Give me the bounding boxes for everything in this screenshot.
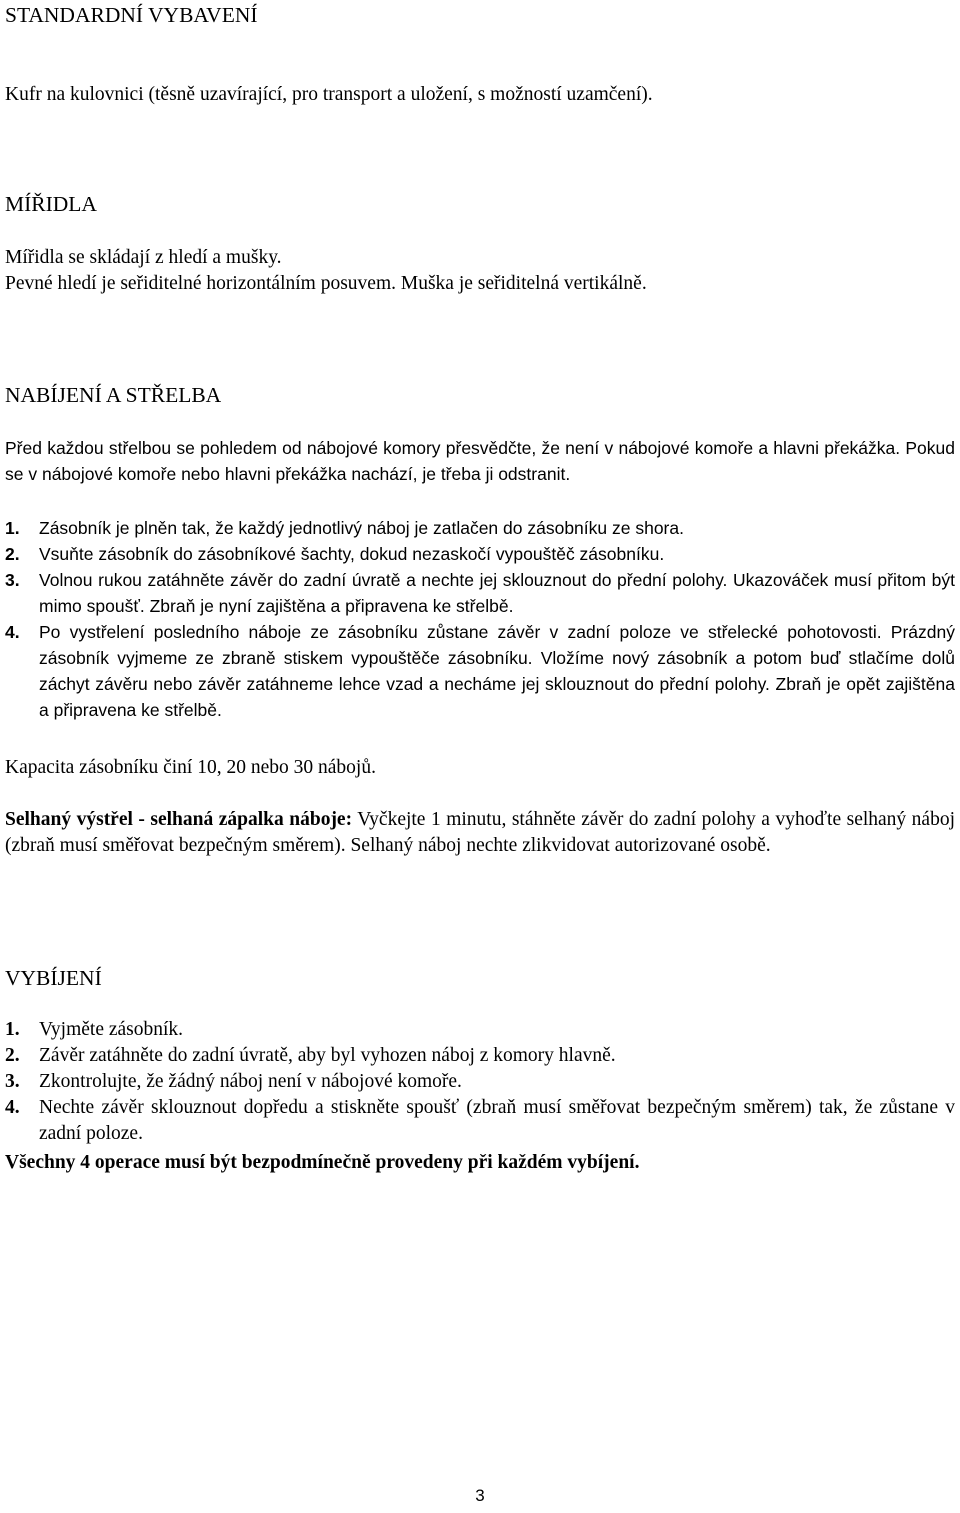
step-number: 2.	[5, 1045, 20, 1066]
sights-line-2: Pevné hledí je seřiditelné horizontálním posuvem. Muška je seřiditelná vertikálně.	[5, 273, 647, 294]
step-number: 4.	[5, 1097, 20, 1118]
list-item	[5, 541, 955, 567]
list-item	[5, 515, 955, 541]
loading-intro: Před každou střelbou se pohledem od nábojové komory přesvědčte, že není v nábojové komoře a hlavni překážka. Pokud se v nábojové komoře nebo hlavni překážka nachází, je třeba ji odstranit.	[5, 438, 955, 484]
unloading-steps	[5, 1017, 955, 1147]
step-text: Závěr zatáhněte do zadní úvratě, aby byl vyhozen náboj z komory hlavně.	[39, 1045, 616, 1066]
step-text: Volnou rukou zatáhněte závěr do zadní úvratě a nechte jej sklouznout do přední polohy. Ukazováček musí přitom být mimo spoušť. Zbraň je nyní zajištěna a připravena ke střelbě.	[39, 570, 955, 616]
misfire-label: Selhaný výstřel - selhaná zápalka náboje:	[5, 809, 353, 830]
step-text: Zásobník je plněn tak, že každý jednotlivý náboj je zatlačen do zásobníku ze shora.	[39, 518, 684, 538]
loading-steps	[5, 515, 955, 723]
step-number: 2.	[5, 544, 20, 564]
step-text: Vsuňte zásobník do zásobníkové šachty, dokud nezaskočí vypouštěč zásobníku.	[39, 544, 665, 564]
page-number: 3	[475, 1486, 485, 1505]
sights-text	[5, 245, 955, 297]
list-item	[5, 1043, 955, 1069]
standard-equipment-text: Kufr na kulovnici (těsně uzavírající, pro transport a uložení, s možností uzamčení).	[5, 84, 653, 105]
magazine-capacity: Kapacita zásobníku činí 10, 20 nebo 30 nábojů.	[5, 757, 376, 778]
step-number: 1.	[5, 1019, 20, 1040]
step-number: 3.	[5, 1071, 20, 1092]
step-text: Nechte závěr sklouznout dopředu a stiskněte spoušť (zbraň musí směřovat bezpečným směrem) tak, že zůstane v zadní poloze.	[39, 1097, 955, 1144]
heading-unloading: VYBÍJENÍ	[5, 966, 102, 990]
misfire-paragraph	[5, 807, 955, 859]
step-text: Po vystřelení posledního náboje ze zásobníku zůstane závěr v zadní poloze ve střelecké pohotovosti. Prázdný zásobník vyjmeme ze zbraně stiskem vypouštěče zásobníku. Vložíme nový zásobník a potom buď stlačíme dolů záchyt závěru nebo závěr zatáhneme lehce vzad a necháme jej sklouznout do přední polohy. Zbraň je opět zajištěna a připravena ke střelbě.	[39, 622, 955, 720]
unloading-warning: Všechny 4 operace musí být bezpodmínečně provedeny při každém vybíjení.	[5, 1152, 640, 1173]
step-number: 3.	[5, 570, 20, 590]
heading-sights: MÍŘIDLA	[5, 192, 97, 216]
list-item	[5, 1095, 955, 1147]
step-text: Zkontrolujte, že žádný náboj není v nábojové komoře.	[39, 1071, 462, 1092]
list-item	[5, 567, 955, 619]
list-item	[5, 619, 955, 723]
heading-loading: NABÍJENÍ A STŘELBA	[5, 383, 222, 407]
step-number: 4.	[5, 622, 20, 642]
step-text: Vyjměte zásobník.	[39, 1019, 184, 1040]
step-number: 1.	[5, 518, 20, 538]
misfire-text: Vyčkejte 1 minutu, stáhněte závěr do zadní polohy a vyhoďte selhaný náboj (zbraň musí směřovat bezpečným směrem). Selhaný náboj nechte zlikvidovat autorizované osobě.	[5, 809, 956, 856]
list-item	[5, 1017, 955, 1043]
heading-standard-equipment: STANDARDNÍ VYBAVENÍ	[5, 3, 258, 27]
sights-line-1: Mířidla se skládají z hledí a mušky.	[5, 247, 282, 268]
list-item	[5, 1069, 955, 1095]
